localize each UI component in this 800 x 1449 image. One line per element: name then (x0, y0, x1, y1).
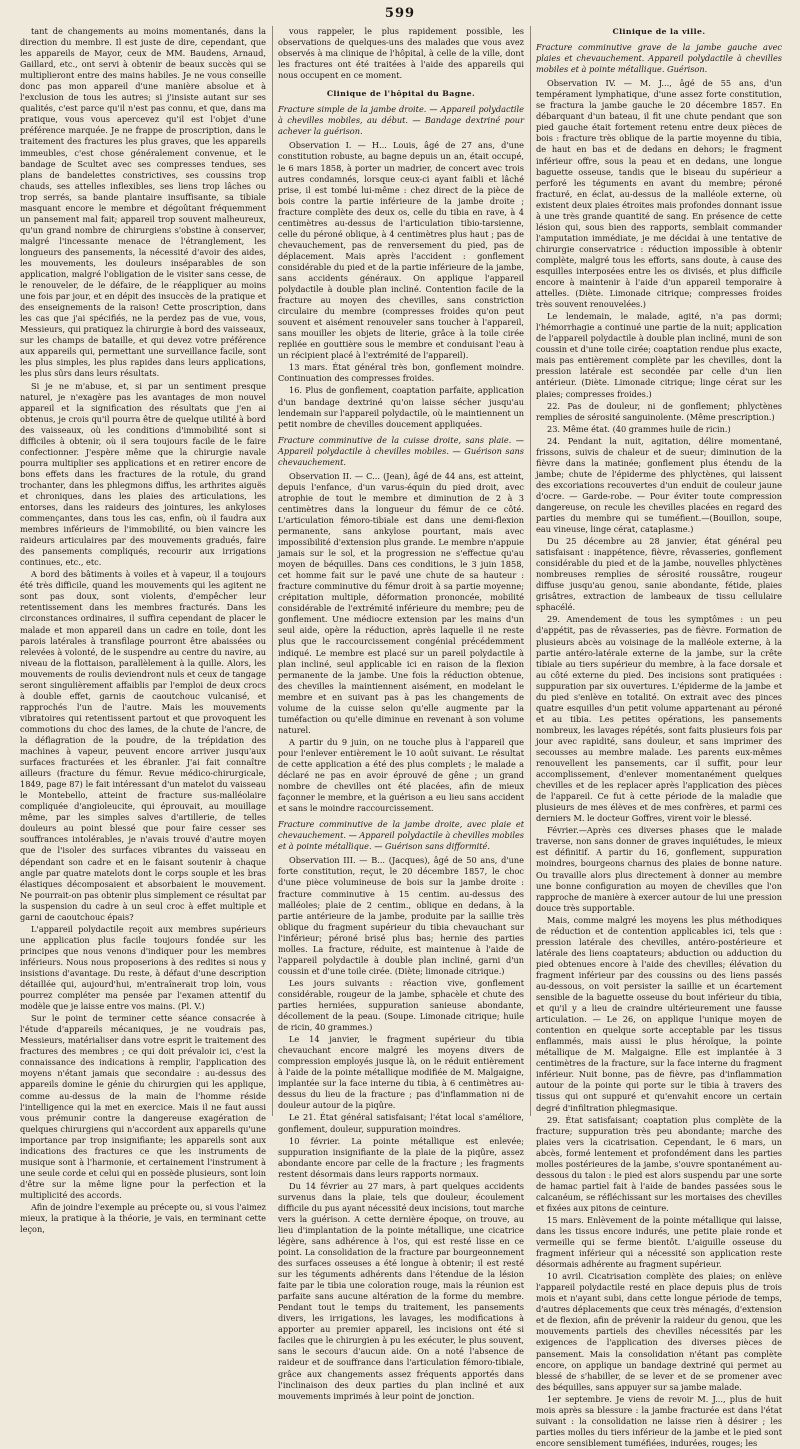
paragraph: 10 février. La pointe métallique est enlevée; suppuration insignifiante de la plaie de la piqûre, assez abondante encore par celle de la fracture ; les fragments restent désormais dans leurs rapports normaux. (278, 1135, 524, 1179)
paragraph: Afin de joindre l'exemple au précepte ou, si vous l'aimez mieux, la pratique à la théorie, je vais, en terminant cette leçon, (20, 1201, 266, 1235)
paragraph: Le 21. État général satisfaisant; l'état local s'améliore, gonflement, douleur, suppuration moindres. (278, 1112, 524, 1134)
section-heading: Clinique de l'hôpital du Bagne. (326, 89, 476, 99)
column-rule (272, 26, 273, 1116)
paragraph: 16. Plus de gonflement, coaptation parfaite, application d'un bandage dextriné qu'on laisse sécher jusqu'au lendemain sur l'appareil polydactile, où le maintiennent un petit nombre de chevilles doucement appliquées. (278, 385, 524, 429)
paragraph: 29. État satisfaisant; coaptation plus complète de la fracture; suppuration très peu abondante; marche des plaies vers la cicatrisation. Cependant, le 6 mars, un abcès, formé lentement et profondément dans les parties molles postérieures de la jambe, s'ouvre spontanément au-dessous du talon : le pied est alors suspendu par une sorte de hamac partiel fait à l'aide de bandes passées sous le calcanéum, se réfléchissant sur les mortaises des chevilles et fixées aux pitons de ceinture. (536, 1114, 782, 1213)
paragraph: L'appareil polydactile reçoit aux membres supérieurs une application plus facile toujours fondée sur les principes que nous venons d'indiquer pour les membres inférieurs. Nous nous proposerions à des redites si nous y insistions d'avantage. Du reste, à défaut d'une description détaillée qui, aujourd'hui, m'entraînerait trop loin, vous pourrez compléter ma pensée par l'examen attentif du modèle que je laisse entre vos mains. (Pl. V.) (20, 923, 266, 1012)
paragraph: 24. Pendant la nuit, agitation, délire momentané, frissons, suivis de chaleur et de sueur; diminution de la fièvre dans la matinée; gonflement plus étendu de la jambe; chute de l'épiderme des phlyctènes, qui laissent des excoriations recouvertes d'un enduit de couleur jaune d'ocre. — Garde-robe. — Pour éviter toute compression dangereuse, on recule les chevilles placées en regard des parties du membre qui se tuméfient.—(Bouillon, soupe, eau vineuse, linge cérat, cataplasme.) (536, 435, 782, 535)
paragraph: Février.—Après ces diverses phases que le malade traverse, non sans donner de graves inquiétudes, le mieux est définitif. A partir du 16, gonflement, suppuration moindres, bourgeons charnus des plaies de bonne nature. Ou travaille alors plus directement à donner au membre une bonne configuration au moyen de chevilles que l'on rapproche de manière à exercer autour de lui une pression douce très supportable. (536, 825, 782, 913)
paragraph: 22. Pas de douleur, ni de gonflement; phlyctènes remplies de sérosité sanguinolente. (Même prescription.) (536, 400, 782, 422)
paragraph: Du 25 décembre au 28 janvier, état général peu satisfaisant : inappétence, fièvre, rêvasseries, gonflement considérable du pied et de la jambe, nouvelles phlyctènes nombreuses remplies de sérosité roussâtre, rougeur diffuse jusqu'au genou, sanie abondante, fétide, plaies grisâtres, extraction de lambeaux de tissu cellulaire sphacélé. (536, 536, 782, 613)
case-heading: Fracture comminutive de la jambe droite, avec plaie et chevauchement. — Appareil polydactile à chevilles mobiles et à pointe métallique. — Guérison sans difformité. (278, 819, 524, 852)
section-heading: Clinique de la ville. (612, 27, 706, 36)
paragraph: Observation I. — H... Louis, âgé de 27 ans, d'une constitution robuste, au bagne depuis un an, était occupé, le 6 mars 1858, à porter un madrier, de concert avec trois autres condamnés, lorsque ceux-ci ayant faibli et lâché prise, il est tombé lui-même : chez direct de la pièce de bois contre la partie inférieure de la jambe droite ; fracture complète des deux os, celle du tibia en rave, à 4 centimètres au-dessus de l'articulation tibio-tarsienne, celle du péroné oblique, à 4 centimètres plus haut ; pas de chevauchement, pas de renversement du pied, pas de déplacement. Mais après l'accident : gonflement considérable du pied et de la partie inférieure de la jambe, sans accidents généraux. On applique l'appareil polydactile à double plan incliné. Contention facile de la fracture au moyen des chevilles, sans constriction circulaire du membre (compresses froides qu'on peut souvent et aisément renouveler sans toucher à l'appareil, sans mouiller les objets de literie, grâce à la toile cirée repliée en gouttière sous le membre et conduisant l'eau à un récipient placé à l'extrémité de l'appareil). (278, 140, 524, 361)
paragraph: 10 avril. Cicatrisation complète des plaies; on enlève l'appareil polydactile resté en place depuis plus de trois mois et n'ayant subi, dans cette longue période de temps, d'autres déplacements que ceux très ménagés, d'extension et de flexion, afin de prévenir la raideur du genou, que les mouvements partiels des chevilles nécessités par les exigences de l'application des diverses pièces de pansement. Mais la consolidation n'étant pas complète encore, on applique un bandage dextriné qui permet au blessé de s'habiller, de se lever et de se promener avec des béquilles, sans appuyer sur sa jambe malade. (536, 1271, 782, 1392)
paragraph: Observation III. — B... (Jacques), âgé de 50 ans, d'une forte constitution, reçut, le 20 décembre 1857, le choc d'une pièce volumineuse de bois sur la jambe droite : fracture comminutive à 15 centim. au-dessus des malléoles; plaie de 2 centim., oblique en dedans, à la partie antérieure de la jambe, produite par la saillie très oblique du fragment supérieur du tibia chevauchant sur l'inférieur; péroné brisé plus bas; hernie des parties molles. La fracture, réduite, est maintenue à l'aide de l'appareil polydactile à double plan incliné, garni d'un coussin et d'une toile cirée. (Diète; limonade citrique.) (278, 855, 524, 976)
paragraph: A bord des bâtiments à voiles et à vapeur, il a toujours été très difficile, quand les mouvements qui les agitent ne sont pas doux, sont violents, d'empêcher leur retentissement dans les membres fracturés. Dans les circonstances ordinaires, il suffira cependant de placer le malade et mon appareil dans un cadre en toile, dont les parois latérales à transfilage pourront être abaissées ou relevées à volonté, de le suspendre au centre du navire, au niveau de la flottaison, parallèlement à la quille. Alors, les mouvements de roulis deviendront nuls et ceux de tangage seront singulièrement affaiblis par l'emploi de deux crocs à double effet, garnis de caoutchouc vulcanisé, et rapprochés l'un de l'autre. Mais les mouvements vibratoires qui retentissent partout et que provoquent les commotions du choc des lames, de la chute de l'ancre, de la déflagration de la poudre, de la trépidation des machines à vapeur, peuvent encore arriver jusqu'aux surfaces fracturées et les ébranler. J'ai fait connaître ailleurs (fracture du fémur. Revue médico-chirurgicale, 1849, page 87) le fait intéressant d'un matelot du vaisseau le Montebello, atteint de fracture sus-malléolaire compliquée d'angioleucite, qui éprouvait, au mouillage même, par les simples salves d'artillerie, de telles douleurs au point blessé que pour faire cesser ses souffrances intolérables, je n'avais trouvé d'autre moyen que de l'isoler des surfaces vibrantes du vaisseau en dépendant son cadre et en le faisant soutenir à chaque angle par quatre matelots dont le corps souple et les bras élastiques décomposaient et absorbaient le mouvement. Ne pourrait-on pas obtenir plus simplement ce résultat par la suspension du cadre à un seul croc à effet multiple et garni de caoutchouc épais? (20, 569, 266, 922)
paragraph: 15 mars. Enlèvement de la pointe métallique qui laisse, dans les tissus encore indurés, une petite plaie ronde et vermeille qui se ferme bientôt. L'aiguille osseuse du fragment inférieur qui a nécessité son application reste désormais adhérente au fragment supérieur. (536, 1214, 782, 1270)
case-heading: Fracture comminutive grave de la jambe gauche avec plaies et chevauchement. Appareil polydactile à chevilles mobiles et à pointe métallique. Guérison. (536, 42, 782, 75)
column-left (20, 26, 266, 1235)
paragraph: 1er septembre. Je viens de revoir M. J..., plus de huit mois après sa blessure : la jambe fracturée est dans l'état suivant : la consolidation ne laisse rien à désirer ; les parties molles du tiers inférieur de la jambe et le pied sont encore sensiblement tuméfiées, indurées, rouges; les (536, 1393, 782, 1448)
paragraph: Les jours suivants : réaction vive, gonflement considérable, rougeur de la jambe, sphacèle et chute des parties herniées, suppuration sanieuse abondante, décollement de la peau. (Soupe. Limonade citrique; huile de ricin, 40 grammes.) (278, 977, 524, 1033)
paragraph: Si je ne m'abuse, et, si par un sentiment presque naturel, je n'exagère pas les avantages de mon nouvel appareil et la signification des résultats que j'en ai obtenus, je crois qu'il pourra être de quelque utilité à bord des vaisseaux, où les conditions d'immobilité sont si difficiles à obtenir, où il sera toujours facile de le faire confectionner. J'espère même que la chirurgie navale pourra multiplier ses applications et en retirer encore de bons effets dans les fractures de la rotule, du grand trochanter, dans les phlegmons diffus, les arthrites aiguës et chroniques, dans les plaies des articulations, les entorses, dans les raideurs des jointures, les ankyloses commençantes, dans tous les cas, enfin, où il faudra aux membres inférieurs de l'immobilité, ou bien vaincre les raideurs articulaires par des mouvements gradués, faire des pansements compliqués, recourir aux irrigations continues, etc., etc. (20, 380, 266, 568)
paragraph: Observation IV. — M. J..., âgé de 55 ans, d'un tempérament lymphatique, d'une assez forte constitution, se fractura la jambe gauche le 20 décembre 1857. En débarquant d'un bateau, il fit une chute pendant que son pied gauche était fortement retenu entre deux pièces de bois : fracture très oblique de la partie moyenne du tibia, de haut en bas et de dedans en dehors; le fragment inférieur offre, sous la peau et en dedans, une longue baguette osseuse, tandis que le biseau du supérieur a perforé les téguments en avant du membre; péroné fracturé, en éclat, au-dessus de la malléole externe, où existent deux plaies étroites mais profondes donnant issue à une très grande quantité de sang. En présence de cette lésion qui, sous bien des rapports, semblait commander l'amputation immédiate, je me décidai à une tentative de chirurgie conservatrice : réduction impossible à obtenir complète, malgré tous les efforts, sans doute, à cause des esquilles interposées entre les os divisés, et plus difficile encore à maintenir à l'aide d'un appareil temporaire à attelles. (Diète. Limonade citrique; compresses froides très souvent renouvelées.) (536, 78, 782, 310)
paragraph: 13 mars. État général très bon, gonflement moindre. Continuation des compresses froides. (278, 362, 524, 384)
paragraph: Sur le point de terminer cette séance consacrée à l'étude d'appareils mécaniques, je ne voudrais pas, Messieurs, matérialiser dans votre esprit le traitement des fractures des membres ; ce qui doit prévaloir ici, c'est la connaissance des indications à remplir, l'application des moyens n'étant jamais que secondaire : au-dessus des appareils domine le génie du chirurgien qui les applique, comme au-dessus de la main de l'homme réside l'intelligence qui la met en exercice. Mais il ne faut aussi vous prémunir contre la dangereuse exagération de quelques chirurgiens qui n'accordent aux appareils qu'une importance par trop insignifiante; les appareils sont aux indications des fractures ce que les instruments de musique sont à l'harmonie, et certainement l'instrument à une seule corde et celui qui en possède plusieurs, sont loin d'être sur la même ligne pour la perfection et la multiplicité des accords. (20, 1013, 266, 1200)
column-right (536, 26, 782, 1448)
paragraph: 23. Même état. (40 grammes huile de ricin.) (547, 423, 731, 434)
paragraph: A partir du 9 juin, on ne touche plus à l'appareil que pour l'enlever entièrement le 10 août suivant. Le résultat de cette application a été des plus complets ; le malade a déclaré ne pas en avoir éprouvé de gêne ; un grand nombre de chevilles ont été placées, afin de mieux façonner le membre, et la guérison a eu lieu sans accident et sans le moindre raccourcissement. (278, 736, 524, 814)
paragraph: vous rappeler, le plus rapidement possible, les observations de quelques-uns des malades que vous avez observés à ma clinique de l'hôpital, à celle de la ville, dont les fractures ont été traitées à l'aide des appareils qui nous occupent en ce moment. (278, 26, 524, 81)
column-middle (278, 26, 524, 1401)
case-heading: Fracture simple de la jambe droite. — Appareil polydactile à chevilles mobiles, au début. — Bandage dextriné pour achever la guérison. (278, 104, 524, 137)
paragraph: 29. Amendement de tous les symptômes : un peu d'appétit, pas de rêvasseries, pas de fièvre. Formation de plusieurs abcès au voisinage de la malléole externe, à la partie antéro-latérale externe de la jambe, sur la crête tibiale au tiers supérieur du membre, à la face dorsale et au côté externe du pied. Des incisions sont pratiquées : suppuration par six ouvertures. L'épiderme de la jambe et du pied s'enlève en totalité. On extrait avec des pinces quatre esquilles d'un petit volume appartenant au péroné et au tibia. Les petites opérations, les pansements nombreux, les lavages répétés, sont faits plusieurs fois par jour avec rapidité, sans douleur, et sans imprimer des secousses au membre malade. Les parents eux-mêmes renouvellent les pansements, car il suffit, pour leur accomplissement, d'enlever momentanément quelques chevilles et de les replacer après l'application des pièces de l'appareil. Ce fut à cette période de la maladie que plusieurs de mes élèves et de mes confrères, et parmi ces derniers M. le docteur Goffres, virent voir le blessé. (536, 614, 782, 824)
paragraph: tant de changements au moins momentanés, dans la direction du membre. Il est juste de dire, cependant, que les appareils de Mayor, ceux de MM. Baudens, Arnaud, Gaillard, etc., ont servi à obtenir de beaux succès qui se multiplieront entre des mains habiles. Je ne vous conseille donc pas mon appareil d'une manière absolue et à l'exclusion de tous les autres; si j'insiste autant sur ses qualités, c'est parce qu'il n'est pas connu, et que, dans ma pratique, vous vous apercevez qu'il est l'objet d'une préférence marquée. Je ne frappe de proscription, dans le traitement des fractures les plus graves, que les appareils immeubles, c'est chose généralement convenue, et le bandage de Scultet avec ses compresses tendues, ses plans de bandelettes constrictives, ses coussins trop chauds, ses attelles inflexibles, ses liens trop lâches ou trop serrés, sa bande plantaire insuffisante, sa tibiale masquant encore le membre et dégoûtant fréquemment un pansement mal fait; appareil trop souvent malheureux, qu'un grand nombre de chirurgiens s'obstine à conserver, malgré l'incessante menace de l'étranglement, les longueurs des pansements, la nécessité d'avoir des aides, les mouvements, les douleurs inséparables de son application, malgré l'obligation de le visiter sans cesse, de le renouveler, de le défaire, de le réappliquer au moins une fois par jour, et en dépit des insuccès de la pratique et des enseignements de la raison! Cette proscription, dans les cas que j'ai spécifiés, ne la perdez pas de vue, vous, Messieurs, qui pratiquez la chirurgie à bord des vaisseaux, sur les champs de bataille, et qui devez votre préférence aux appareils qui, permettant une surveillance facile, sont les plus simples, les plus rapides dans leurs applications, les plus sûrs dans leurs résultats. (20, 26, 266, 379)
paragraph: Le lendemain, le malade, agité, n'a pas dormi; l'hémorrhagie a continué une partie de la nuit; application de l'appareil polydactile à double plan incliné, muni de son coussin et d'une toile cirée; coaptation rendue plus exacte, mais pas entièrement complète par les chevilles, dont la pression latérale est secondée par celle d'un lien antérieur. (Diète. Limonade citrique; linge cérat sur les plaies; compresses froides.) (536, 311, 782, 399)
column-rule (530, 26, 531, 1116)
paragraph: Le 14 janvier, le fragment supérieur du tibia chevauchant encore malgré les moyens divers de compression employés jusque là, on le réduit entièrement à l'aide de la pointe métallique modifiée de M. Malgaigne, implantée sur la face interne du tibia, à 6 centimètres au-dessus du lieu de la fracture ; pas d'inflammation ni de douleur autour de la piqûre. (278, 1034, 524, 1111)
paragraph: Du 14 février au 27 mars, à part quelques accidents survenus dans la plaie, tels que douleur, écoulement difficile du pus ayant nécessité deux incisions, tout marche vers la guérison. A cette dernière époque, on trouve, au lieu d'implantation de la pointe métallique, une cicatrice légère, sans adhérence à l'os, qui est resté lisse en ce point. La consolidation de la fracture par bourgeonnement des surfaces osseuses a été longue à obtenir; il est resté sur les téguments adhérents dans l'étendue de la lésion faite par le tibia une coloration rouge, mais la réunion est parfaite sans aucune altération de la forme du membre. Pendant tout le temps du traitement, les pansements divers, les irrigations, les lavages, les modifications à apporter au premier appareil, les incisions ont été si faciles que le chirurgien à pu les exécuter, le plus souvent, sans le secours d'aucun aide. On a noté l'absence de raideur et de souffrance dans l'articulation fémoro-tibiale, grâce aux changements assez fréquents apportés dans l'inclinaison des deux parties du plan incliné et aux mouvements imprimés à leur point de jonction. (278, 1180, 524, 1401)
paragraph: Observation II. — C... (Jean), âgé de 44 ans, est atteint, depuis l'enfance, d'un varus-équin du pied droit, avec atrophie de tout le membre et diminution de 2 à 3 centimètres dans la longueur du fémur de ce côté. L'articulation fémoro-tibiale est dans une demi-flexion permanente, sans ankylose pourtant, mais avec impossibilité d'extension plus grande. Le membre n'appuie jamais sur le sol, et la progression ne s'effectue qu'au moyen de béquilles. Dans ces conditions, le 3 juin 1858, cet homme fait sur le pavé une chute de sa hauteur : fracture comminutive du fémur droit à sa partie moyenne; crépitation multiple, déformation prononcée, mobilité considérable de l'extrémité inférieure du membre; peu de gonflement. Une médiocre extension par les mains d'un seul aide, opère la réduction, après laquelle il ne reste plus que le raccourcissement congénial précédemment indiqué. Le membre est placé sur un pareil polydactile à plan incliné, seul applicable ici en raison de la flexion permanente de la jambe. Une fois la réduction obtenue, des chevilles la maintiennent aisément, en modelant le membre et en suivant pas à pas les changements de volume de la cuisse selon qu'elle augmente par la tuméfaction ou qu'elle diminue en revenant à son volume naturel. (278, 470, 524, 735)
paragraph: Mais, comme malgré les moyens les plus méthodiques de réduction et de contention applicables ici, tels que : pression latérale des chevilles, antéro-postérieure et latérale des liens coaptateurs; abduction ou adduction du pied obtenues encore à l'aide des chevilles; élévation du fragment inférieur par des coussins ou des liens passés au-dessous, on voit persister la saillie et un écartement sensible de la baguette osseuse du bout inférieur du tibia, et qu'il y a lieu de craindre ultérieurement une fausse articulation. — Le 26, on applique l'unique moyen de contention en quelque sorte acceptable par les tissus enflammés, mais aussi le plus héroïque, la pointe métallique de M. Malgaigne. Elle est implantée à 3 centimètres de la fracture, sur la face interne du fragment inférieur. Nuit bonne, pas de fièvre, pas d'inflammation autour de la pointe qui porte sur le tibia à travers des tissus qui ont suppuré et qu'envahit encore un certain degré d'infiltration phlegmasique. (536, 914, 782, 1113)
page-number: 599 (384, 6, 416, 21)
case-heading: Fracture comminutive de la cuisse droite, sans plaie. — Appareil polydactile à chevilles mobiles. — Guérison sans chevauchement. (278, 434, 524, 467)
